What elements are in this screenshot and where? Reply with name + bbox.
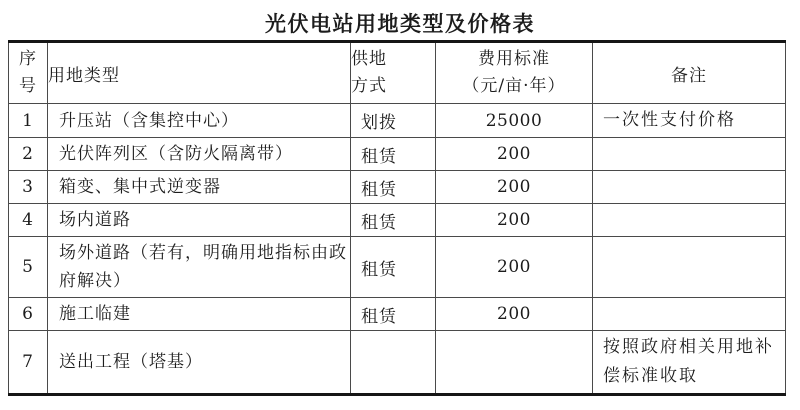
cell-seq: 5 (9, 237, 48, 298)
cell-supply-method: 租赁 (351, 298, 436, 331)
cell-fee: 25000 (436, 104, 593, 138)
cell-remark (593, 237, 786, 298)
cell-remark (593, 138, 786, 171)
cell-supply-method (351, 331, 436, 395)
header-supply-line1: 供地 (351, 49, 387, 69)
header-land-type: 用地类型 (48, 42, 351, 104)
cell-land-type: 施工临建 (48, 298, 351, 331)
table-row (9, 204, 786, 237)
header-supply-line2: 方式 (351, 76, 387, 96)
cell-remark (593, 298, 786, 331)
cell-fee (436, 331, 593, 395)
cell-remark (593, 204, 786, 237)
cell-land-type: 送出工程（塔基） (48, 331, 351, 395)
table-row (9, 138, 786, 171)
cell-seq: 3 (9, 171, 48, 204)
cell-land-type: 场外道路（若有，明确用地指标由政府解决） (48, 237, 351, 298)
cell-supply-method: 租赁 (351, 171, 436, 204)
land-price-table (8, 40, 786, 396)
cell-fee: 200 (436, 237, 593, 298)
cell-fee: 200 (436, 298, 593, 331)
cell-land-type: 升压站（含集控中心） (48, 104, 351, 138)
cell-fee: 200 (436, 138, 593, 171)
page-title: 光伏电站用地类型及价格表 (265, 11, 535, 36)
header-remark: 备注 (593, 42, 786, 104)
cell-land-type: 箱变、集中式逆变器 (48, 171, 351, 204)
cell-remark: 按照政府相关用地补偿标准收取 (593, 331, 786, 395)
header-fee-line1: 费用标准 (478, 49, 550, 69)
header-seq (9, 42, 48, 104)
cell-remark: 一次性支付价格 (593, 104, 786, 138)
cell-fee: 200 (436, 204, 593, 237)
cell-land-type: 场内道路 (48, 204, 351, 237)
cell-seq: 6 (9, 298, 48, 331)
header-fee-line2: （元/亩·年） (462, 76, 566, 96)
cell-supply-method: 租赁 (351, 204, 436, 237)
cell-supply-method: 租赁 (351, 237, 436, 298)
cell-supply-method: 租赁 (351, 138, 436, 171)
header-supply-method (351, 42, 436, 104)
cell-seq: 4 (9, 204, 48, 237)
table-row (9, 104, 786, 138)
header-fee-standard (436, 42, 593, 104)
cell-seq: 2 (9, 138, 48, 171)
table-row (9, 298, 786, 331)
table-row (9, 237, 786, 298)
cell-remark (593, 171, 786, 204)
table-row (9, 331, 786, 395)
cell-seq: 7 (9, 331, 48, 395)
table-header-row (9, 42, 786, 104)
cell-land-type: 光伏阵列区（含防火隔离带） (48, 138, 351, 171)
header-seq-line1: 序 (19, 49, 37, 69)
cell-supply-method: 划拨 (351, 104, 436, 138)
header-seq-line2: 号 (19, 76, 37, 96)
cell-seq: 1 (9, 104, 48, 138)
cell-fee: 200 (436, 171, 593, 204)
table-row (9, 171, 786, 204)
